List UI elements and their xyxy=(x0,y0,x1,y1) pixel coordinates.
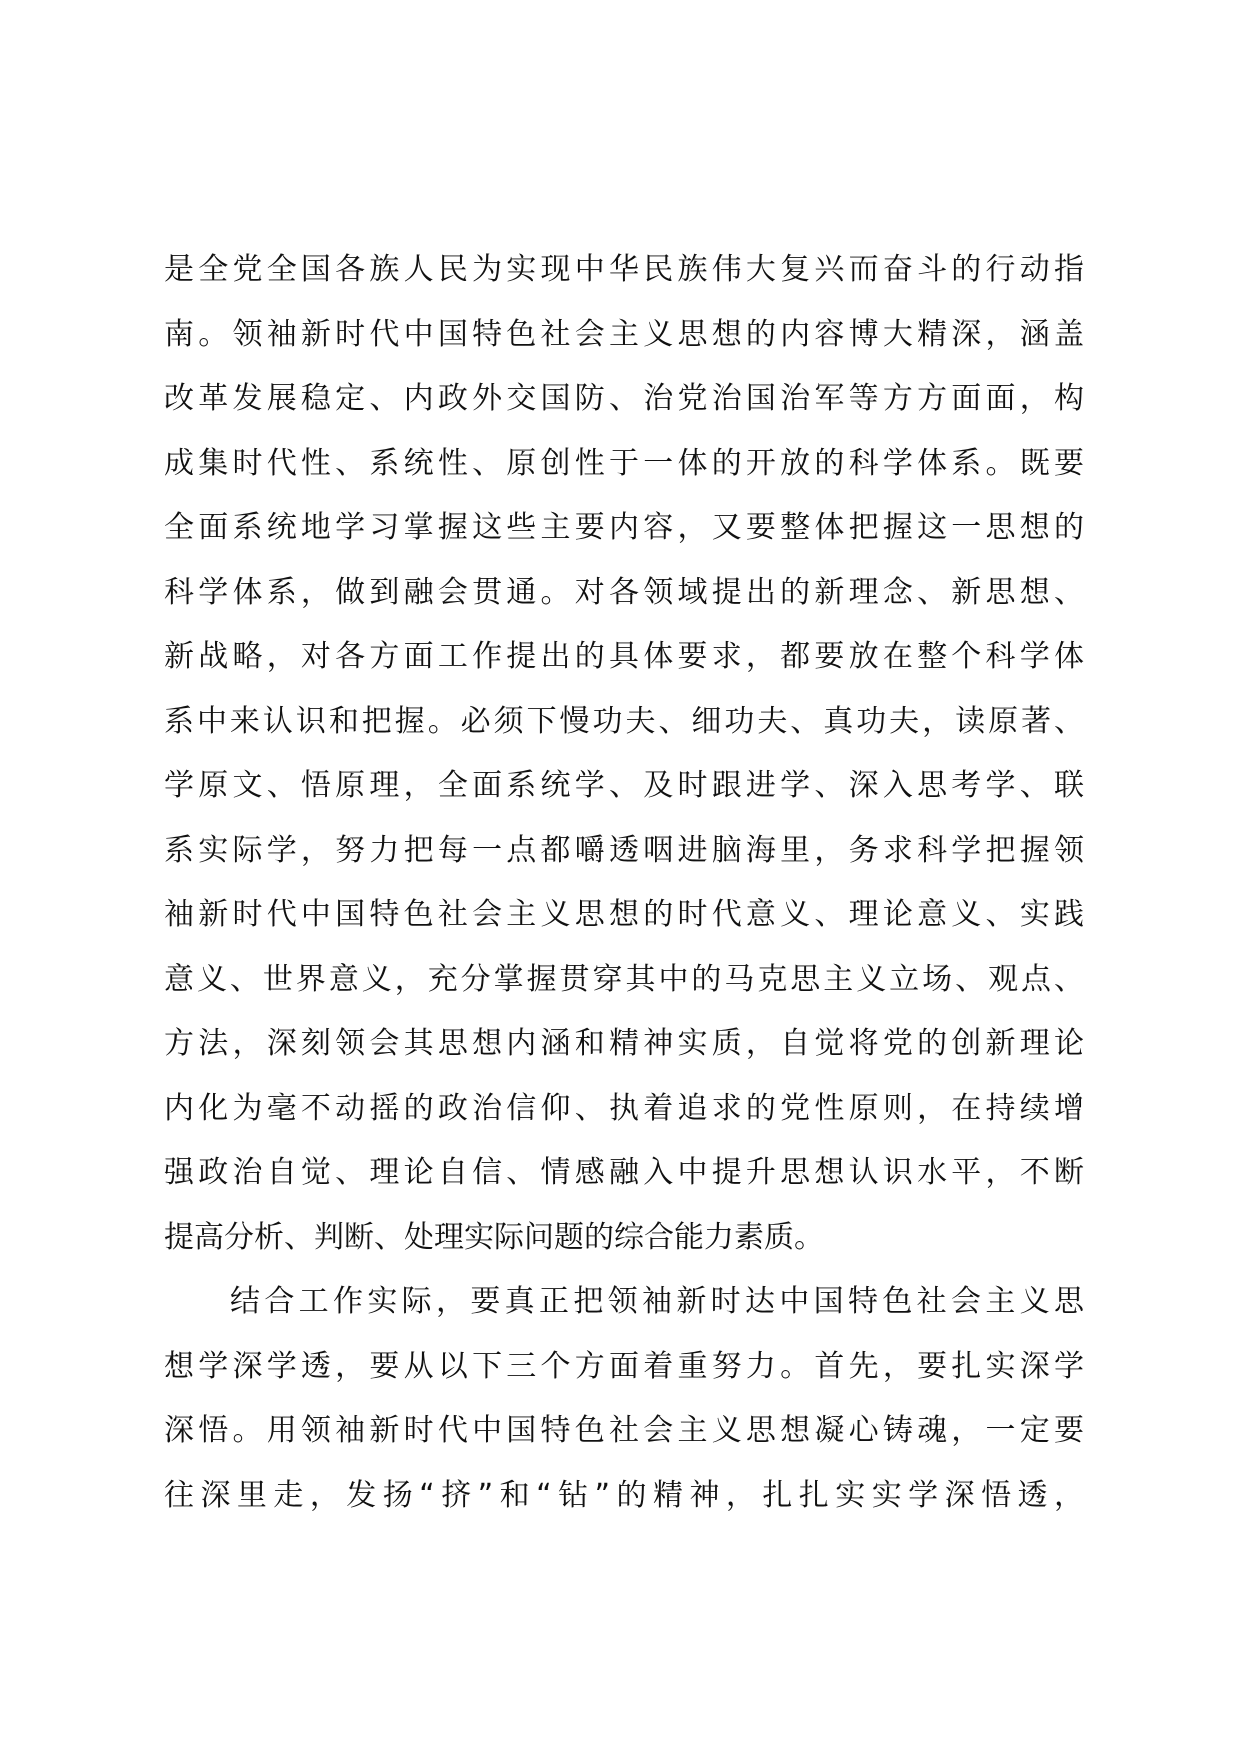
text-line: 系中来认识和把握。必须下慢功夫、细功夫、真功夫，读原著、 xyxy=(164,703,1084,739)
text-line: 深悟。用领袖新时代中国特色社会主义思想凝心铸魂，一定要 xyxy=(164,1413,1084,1448)
paragraph-first-line: 结合工作实际，要真正把领袖新时达中国特色社会主义思 xyxy=(230,1284,1084,1319)
text-line: 方法，深刻领会其思想内涵和精神实质，自觉将党的创新理论 xyxy=(164,1026,1084,1061)
text-line: 学原文、悟原理，全面系统学、及时跟进学、深入思考学、联 xyxy=(164,768,1084,803)
text-line: 提高分析、判断、处理实际问题的综合能力素质。 xyxy=(164,1219,824,1255)
text-line: 意义、世界意义，充分掌握贯穿其中的马克思主义立场、观点、 xyxy=(164,961,1084,997)
text-line: 袖新时代中国特色社会主义思想的时代意义、理论意义、实践 xyxy=(164,897,1084,932)
text-line: 科学体系，做到融会贯通。对各领域提出的新理念、新思想、 xyxy=(164,574,1084,610)
text-line: 内化为毫不动摇的政治信仰、执着追求的党性原则，在持续增 xyxy=(164,1090,1084,1126)
text-line: 改革发展稳定、内政外交国防、治党治国治军等方方面面，构 xyxy=(164,381,1084,416)
text-line: 是全党全国各族人民为实现中华民族伟大复兴而奋斗的行动指 xyxy=(164,252,1084,287)
text-line: 往深里走，发扬“挤”和“钻”的精神，扎扎实实学深悟透， xyxy=(164,1477,1084,1513)
text-line: 成集时代性、系统性、原创性于一体的开放的科学体系。既要 xyxy=(164,445,1084,481)
text-line: 新战略，对各方面工作提出的具体要求，都要放在整个科学体 xyxy=(164,639,1084,674)
text-line: 系实际学，努力把每一点都嚼透咽进脑海里，务求科学把握领 xyxy=(164,832,1084,868)
text-line: 强政治自觉、理论自信、情感融入中提升思想认识水平，不断 xyxy=(164,1155,1084,1190)
text-line: 全面系统地学习掌握这些主要内容，又要整体把握这一思想的 xyxy=(164,510,1084,545)
text-line: 想学深学透，要从以下三个方面着重努力。首先，要扎实深学 xyxy=(164,1348,1084,1384)
text-line: 南。领袖新时代中国特色社会主义思想的内容博大精深，涵盖 xyxy=(164,316,1084,352)
body-text xyxy=(164,238,1084,1528)
